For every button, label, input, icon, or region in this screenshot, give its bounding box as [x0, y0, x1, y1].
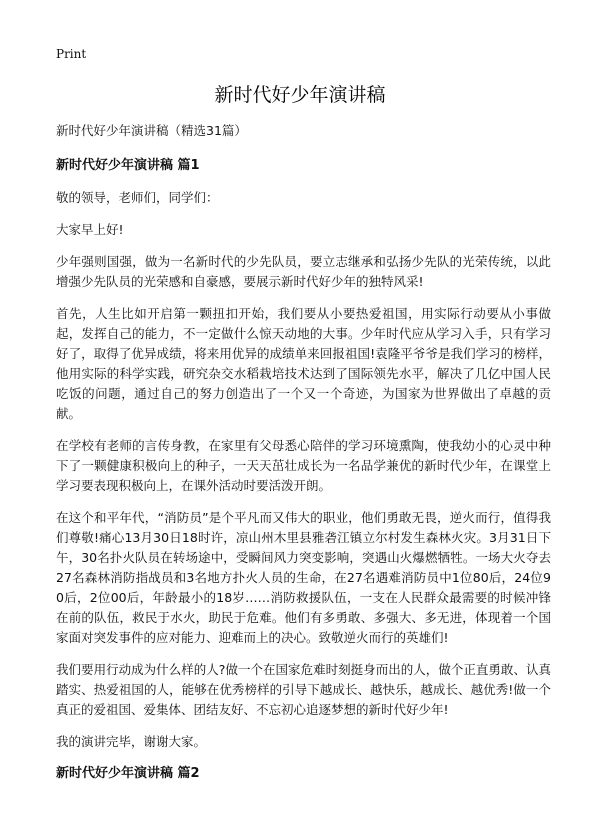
paragraph-firefighters: 在这个和平年代，“消防员”是个平凡而又伟大的职业，他们勇敢无畏，逆火而行，值得我们尊敬!痛心13月30日18时许，凉山州木里县雅砻江镇立尔村发生森林火灾。3月31日下午，30名扑火队员在转场途中，受瞬间风力突变影响，突遇山火爆燃牺牲。一场大火夺去27名森林消防指战员和3名地方扑火人员的生命，在27名遇难消防员中1位80后，24位90后，2位00后，年龄最小的18岁……消防救援队伍，一支在人民群众最需要的时候冲锋在前的队伍，救民于水火，助民于危难。他们有多勇敢、多强大、多无进，体现着一个国家面对突发事件的应对能力、迎难而上的决心。致敬逆火而行的英雄们!: [56, 510, 551, 645]
section-heading-2: 新时代好少年演讲稿 篇2: [56, 766, 200, 781]
paragraph-good-morning: 大家早上好!: [56, 222, 124, 237]
paragraph-greeting: 敬的领导，老师们，同学们：: [56, 190, 219, 205]
paragraph-school-family: 在学校有老师的言传身教，在家里有父母悉心陪伴的学习环境熏陶，使我幼小的心灵中种下了一颗健康积极向上的种子，一天天茁壮成长为一名品学兼优的新时代少年，在课堂上学习要表现积极向上，在课外活动时要活泼开朗。: [56, 438, 551, 493]
document-body: [56, 121, 551, 796]
print-link[interactable]: Print: [56, 47, 87, 61]
paragraph-first-button: 首先，人生比如开启第一颗扭扣开始，我们要从小要热爱祖国，用实际行动要从小事做起，发挥自己的能力，不一定做什么惊天动地的大事。少年时代应从学习入手，只有学习好了，取得了优异成绩，将来用优异的成绩单来回报祖国!袁隆平爷爷是我们学习的榜样，他用实际的科学实践，研究杂交水稻栽培技术达到了国际领先水平，解决了几亿中国人民吃饭的问题，通过自己的努力创造出了一个又一个奇迹，为国家为世界做出了卓越的贡献。: [56, 306, 551, 421]
document-title: 新时代好少年演讲稿: [214, 84, 386, 106]
section-heading-1: 新时代好少年演讲稿 篇1: [56, 158, 200, 173]
paragraph-closing: 我的演讲完毕，谢谢大家。: [56, 734, 207, 749]
paragraph-intro: 少年强则国强，做为一名新时代的少先队员，要立志继承和弘扬少先队的光荣传统，以此增强少先队员的光荣感和自豪感，要展示新时代好少年的独特风采!: [56, 254, 551, 289]
document-subtitle: 新时代好少年演讲稿（精选31篇）: [56, 123, 247, 138]
paragraph-action: 我们要用行动成为什么样的人?做一个在国家危难时刻挺身而出的人，做个正直勇敢、认真踏实、热爱祖国的人，能够在优秀榜样的引导下越成长、越快乐，越成长、越优秀!做一个真正的爱祖国、爱集体、团结友好、不忘初心追逐梦想的新时代好少年!: [56, 662, 551, 717]
